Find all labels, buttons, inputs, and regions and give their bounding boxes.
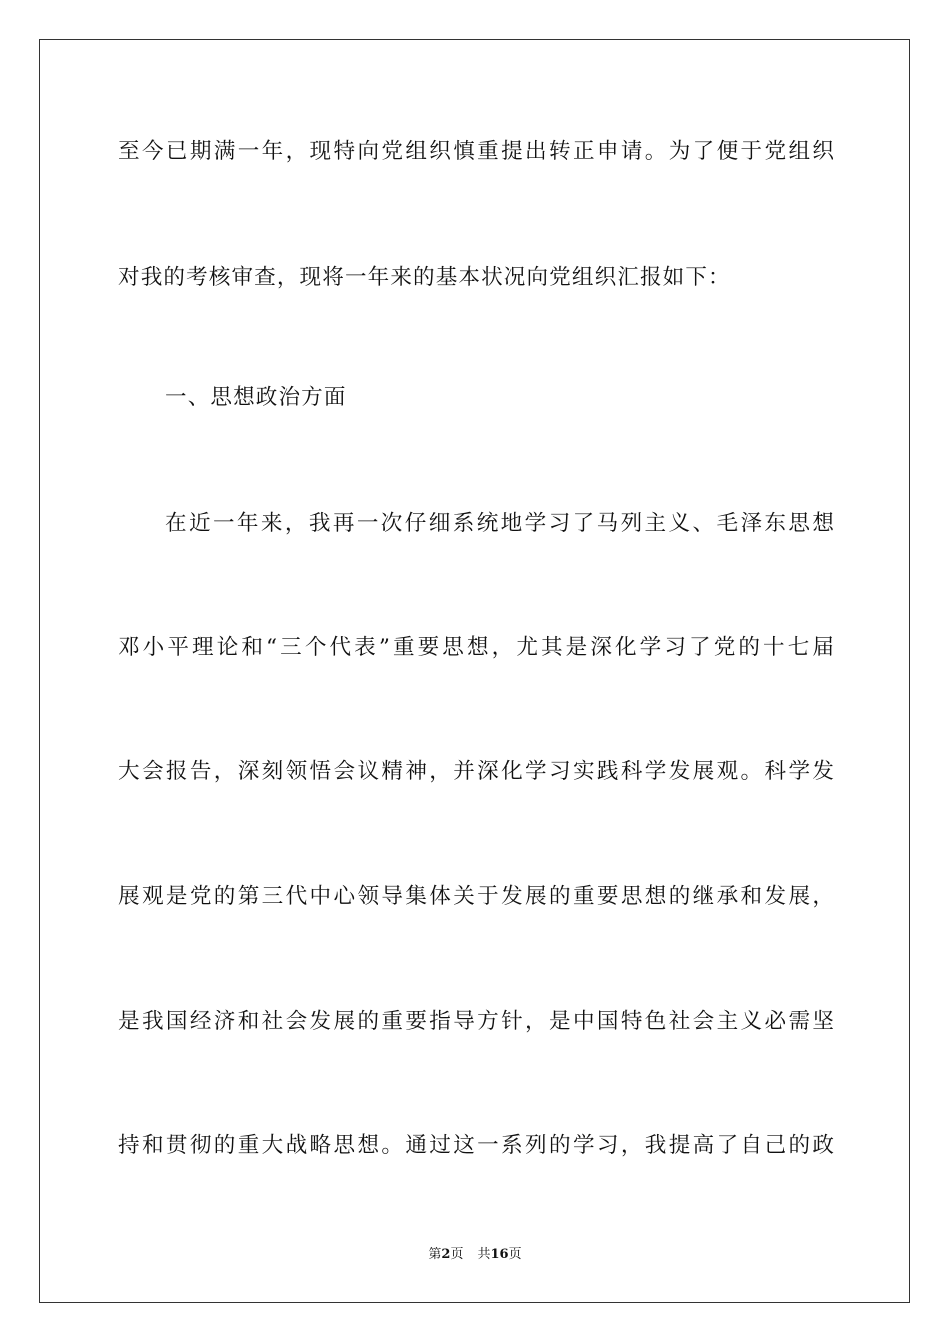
body-line-1: 至今已期满一年，现特向党组织慎重提出转正申请。为了便于党组织 (118, 139, 834, 164)
page-border (39, 39, 910, 1303)
total-suffix: 页 (508, 1247, 522, 1262)
body-line-2: 对我的考核审查，现将一年来的基本状况向党组织汇报如下： (118, 265, 731, 290)
body-line-4: 邓小平理论和“三个代表”重要思想，尤其是深化学习了党的十七届 (118, 635, 834, 660)
page-number: 2 (441, 1247, 451, 1262)
section-heading: 一、思想政治方面 (165, 385, 347, 410)
body-line-6: 展观是党的第三代中心领导集体关于发展的重要思想的继承和发展， (118, 884, 834, 909)
total-pages: 16 (490, 1247, 509, 1262)
body-line-3: 在近一年来，我再一次仔细系统地学习了马列主义、毛泽东思想 (165, 511, 834, 536)
page-footer (0, 1246, 950, 1264)
total-prefix: 共 (477, 1247, 491, 1262)
page-suffix: 页 (450, 1247, 464, 1262)
page-prefix: 第 (428, 1247, 442, 1262)
body-line-8: 持和贯彻的重大战略思想。通过这一系列的学习，我提高了自己的政 (118, 1133, 834, 1158)
body-line-5: 大会报告，深刻领悟会议精神，并深化学习实践科学发展观。科学发 (118, 759, 834, 784)
body-line-7: 是我国经济和社会发展的重要指导方针，是中国特色社会主义必需坚 (118, 1009, 834, 1034)
